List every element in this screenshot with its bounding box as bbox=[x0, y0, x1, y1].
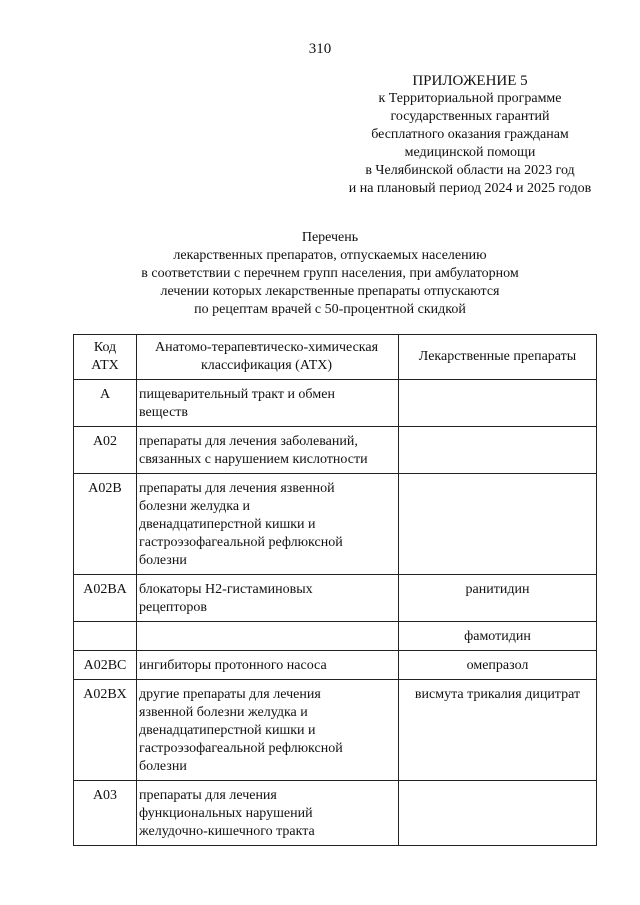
appendix-line: медицинской помощи bbox=[404, 145, 536, 160]
cell-code: A02BA bbox=[74, 575, 137, 622]
cell-code: A bbox=[74, 380, 137, 427]
table-row bbox=[74, 380, 597, 427]
cell-classification: препараты для лечения язвенной болезни желудка и двенадцатиперстной кишки и гастроэзофагеальной рефлюксной болезни bbox=[137, 474, 399, 575]
drug-table bbox=[73, 334, 597, 846]
cell-classification: пищеварительный тракт и обмен веществ bbox=[137, 380, 399, 427]
cell-drug bbox=[399, 781, 597, 846]
list-heading bbox=[60, 229, 600, 319]
cell-code: A02BX bbox=[74, 680, 137, 781]
cell-drug: висмута трикалия дицитрат bbox=[399, 680, 597, 781]
cell-code: A02 bbox=[74, 427, 137, 474]
table-row bbox=[74, 651, 597, 680]
cell-classification: блокаторы H2-гистаминовых рецепторов bbox=[137, 575, 399, 622]
list-heading-line: Перечень bbox=[301, 230, 359, 245]
page-number: 310 bbox=[308, 41, 332, 57]
list-heading-line: в соответствии с перечнем групп населения, при амбулаторном bbox=[141, 266, 519, 281]
cell-drug: ранитидин bbox=[399, 575, 597, 622]
cell-drug bbox=[399, 380, 597, 427]
cell-classification bbox=[137, 622, 399, 651]
cell-drug bbox=[399, 427, 597, 474]
table-row bbox=[74, 474, 597, 575]
cell-drug: фамотидин bbox=[399, 622, 597, 651]
cell-classification: ингибиторы протонного насоса bbox=[137, 651, 399, 680]
table-row bbox=[74, 575, 597, 622]
list-heading-line: по рецептам врачей с 50-процентной скидкой bbox=[194, 302, 466, 317]
table-body bbox=[74, 380, 597, 846]
cell-classification: другие препараты для лечения язвенной болезни желудка и двенадцатиперстной кишки и гастроэзофагеальной рефлюксной болезни bbox=[137, 680, 399, 781]
appendix-line: государственных гарантий bbox=[390, 109, 550, 124]
table-row bbox=[74, 781, 597, 846]
appendix-line: бесплатного оказания гражданам bbox=[371, 127, 569, 142]
appendix-title: ПРИЛОЖЕНИЕ 5 bbox=[412, 73, 528, 89]
cell-code bbox=[74, 622, 137, 651]
appendix-line: в Челябинской области на 2023 год bbox=[365, 163, 575, 178]
cell-code: A03 bbox=[74, 781, 137, 846]
appendix-line: к Территориальной программе bbox=[378, 91, 562, 106]
cell-classification: препараты для лечения функциональных нарушений желудочно-кишечного тракта bbox=[137, 781, 399, 846]
header-code: Код АТХ bbox=[74, 335, 137, 380]
table-header-row bbox=[74, 335, 597, 380]
list-heading-line: лечении которых лекарственные препараты отпускаются bbox=[160, 284, 500, 299]
list-heading-line: лекарственных препаратов, отпускаемых населению bbox=[173, 248, 487, 263]
table-row bbox=[74, 427, 597, 474]
header-drugs: Лекарственные препараты bbox=[399, 335, 597, 380]
cell-drug: омепразол bbox=[399, 651, 597, 680]
appendix-line: и на плановый период 2024 и 2025 годов bbox=[348, 181, 592, 196]
cell-code: A02B bbox=[74, 474, 137, 575]
table-row bbox=[74, 680, 597, 781]
appendix-block bbox=[305, 72, 635, 198]
header-classification: Анатомо-терапевтическо-химическая классификация (АТХ) bbox=[137, 335, 399, 380]
table-row bbox=[74, 622, 597, 651]
cell-code: A02BC bbox=[74, 651, 137, 680]
cell-drug bbox=[399, 474, 597, 575]
cell-classification: препараты для лечения заболеваний, связанных с нарушением кислотности bbox=[137, 427, 399, 474]
